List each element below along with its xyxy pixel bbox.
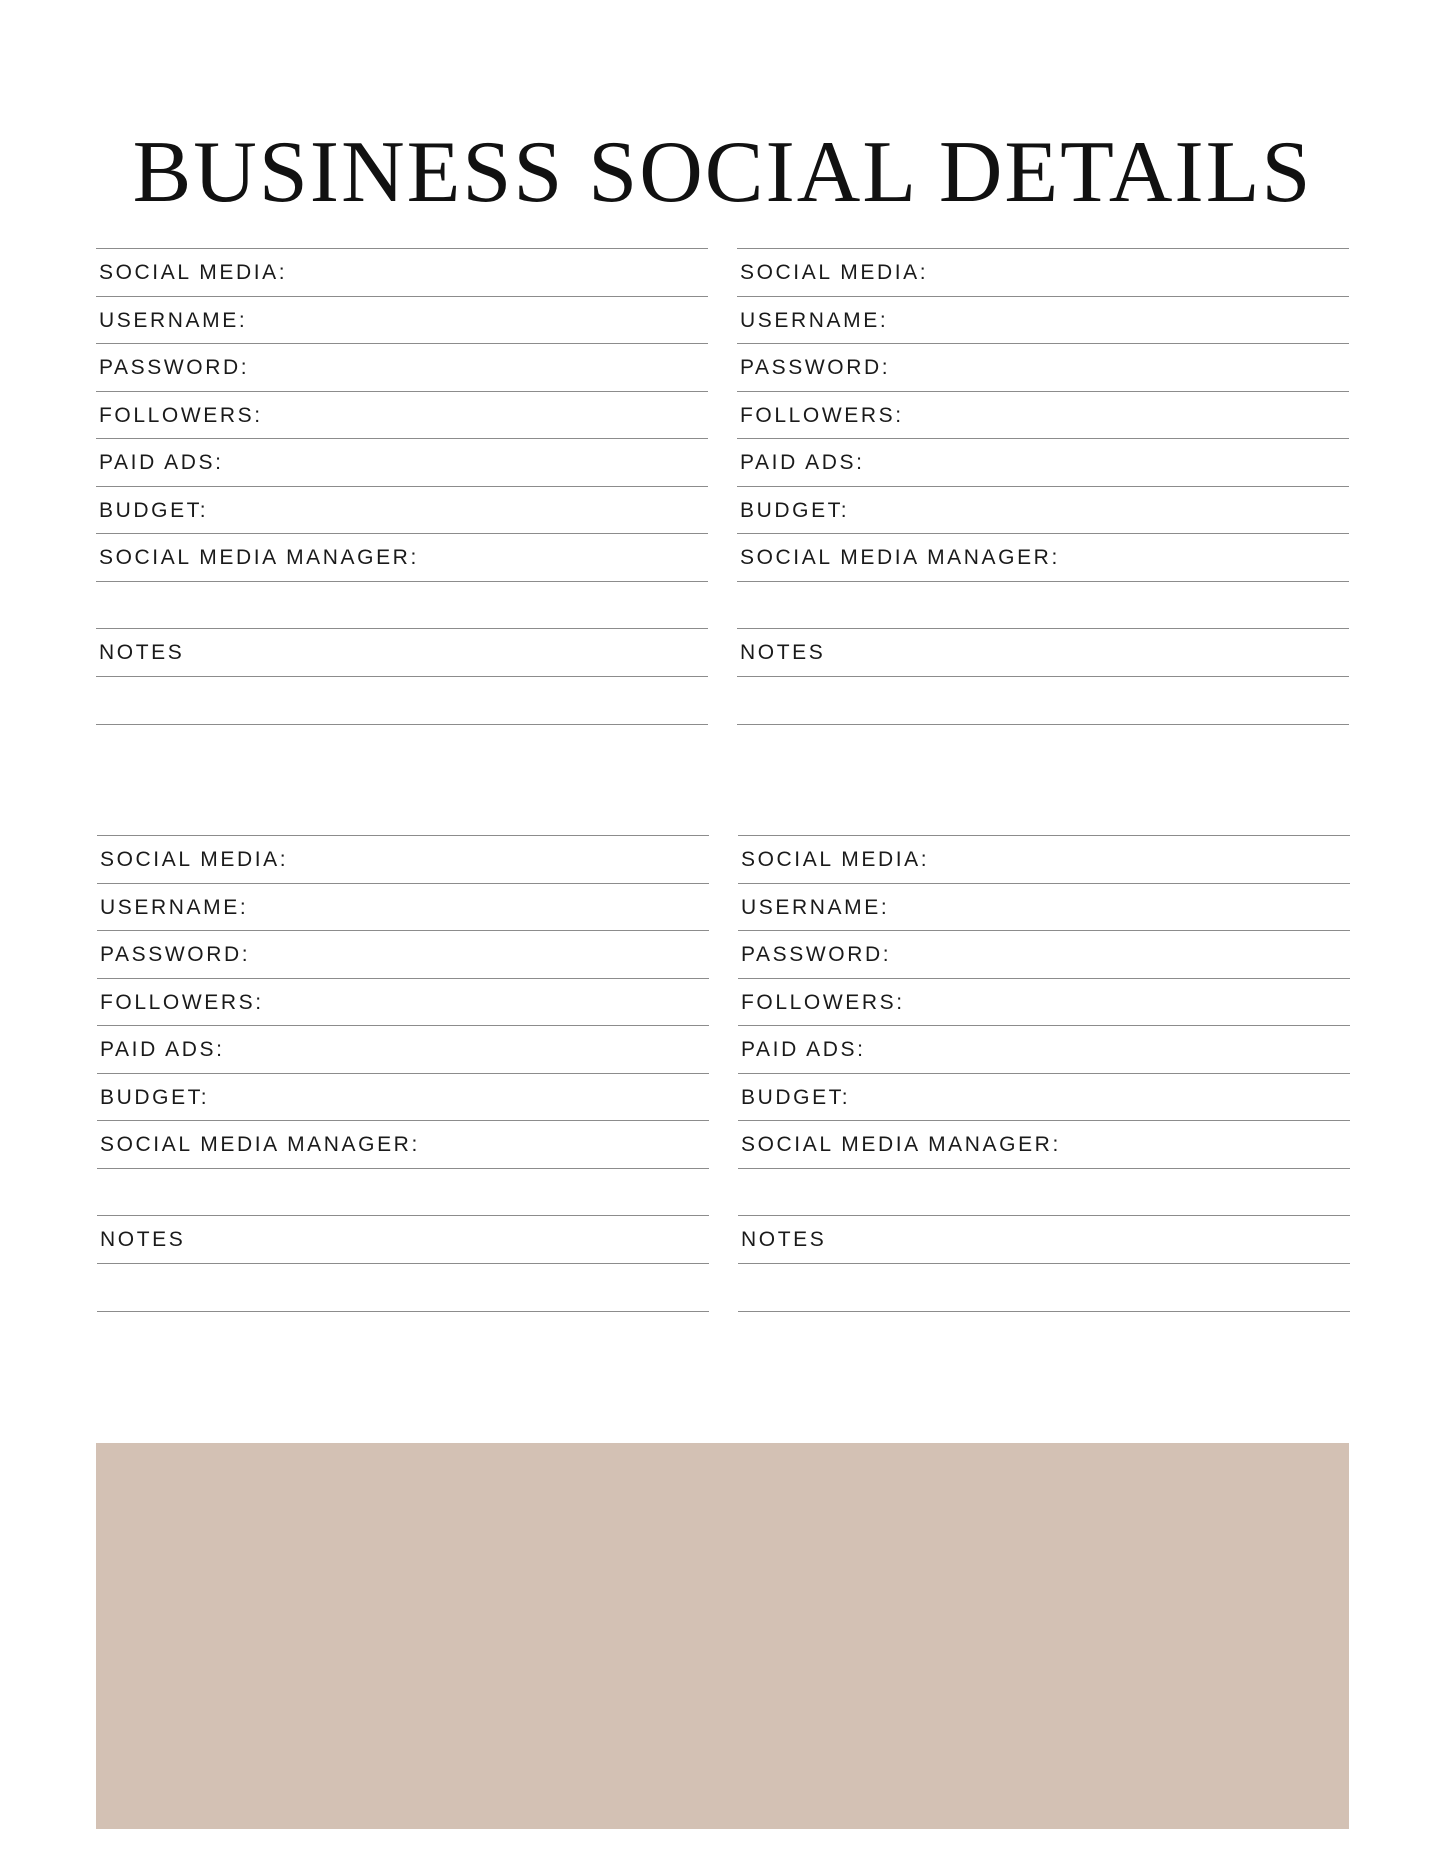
- field-label: SOCIAL MEDIA:: [99, 261, 288, 284]
- field-row-social-media-manager[interactable]: [97, 1120, 709, 1168]
- field-row-username[interactable]: [97, 883, 709, 931]
- field-row-password[interactable]: [737, 343, 1349, 391]
- field-label: NOTES: [99, 641, 185, 664]
- field-row-paid-ads[interactable]: [737, 438, 1349, 486]
- field-label: PASSWORD:: [741, 943, 892, 966]
- field-label: BUDGET:: [99, 498, 209, 522]
- field-row-social-media-manager[interactable]: [738, 1120, 1350, 1168]
- field-label: USERNAME:: [740, 308, 889, 332]
- field-row-social-media[interactable]: [96, 248, 708, 296]
- field-label: SOCIAL MEDIA:: [741, 848, 930, 871]
- field-label: USERNAME:: [741, 895, 890, 919]
- field-row-budget[interactable]: [737, 486, 1349, 534]
- field-label: FOLLOWERS:: [99, 403, 263, 427]
- field-row-notes-line[interactable]: [737, 676, 1349, 725]
- field-label: PAID ADS:: [741, 1038, 866, 1061]
- field-label: PAID ADS:: [99, 451, 224, 474]
- field-row-password[interactable]: [97, 930, 709, 978]
- field-label: BUDGET:: [100, 1085, 210, 1109]
- field-label: BUDGET:: [741, 1085, 851, 1109]
- social-card-1: [96, 248, 708, 725]
- field-label: SOCIAL MEDIA:: [100, 848, 289, 871]
- field-row-blank[interactable]: [96, 581, 708, 629]
- field-row-notes[interactable]: [737, 628, 1349, 676]
- decorative-footer-block: [96, 1443, 1349, 1829]
- field-row-social-media[interactable]: [738, 835, 1350, 883]
- field-label: PASSWORD:: [99, 356, 250, 379]
- field-label: PASSWORD:: [100, 943, 251, 966]
- field-row-notes[interactable]: [96, 628, 708, 676]
- field-label: SOCIAL MEDIA:: [740, 261, 929, 284]
- field-row-notes[interactable]: [738, 1215, 1350, 1263]
- field-label: FOLLOWERS:: [740, 403, 904, 427]
- field-row-paid-ads[interactable]: [96, 438, 708, 486]
- field-row-username[interactable]: [738, 883, 1350, 931]
- field-row-paid-ads[interactable]: [738, 1025, 1350, 1073]
- field-label: SOCIAL MEDIA MANAGER:: [99, 546, 419, 569]
- field-row-notes-line[interactable]: [96, 676, 708, 725]
- field-row-budget[interactable]: [738, 1073, 1350, 1121]
- field-row-notes-line[interactable]: [738, 1263, 1350, 1312]
- field-row-username[interactable]: [737, 296, 1349, 344]
- field-label: SOCIAL MEDIA MANAGER:: [741, 1133, 1061, 1156]
- social-card-4: [738, 835, 1350, 1312]
- field-label: NOTES: [740, 641, 826, 664]
- field-row-blank[interactable]: [738, 1168, 1350, 1216]
- field-label: PAID ADS:: [100, 1038, 225, 1061]
- field-row-followers[interactable]: [96, 391, 708, 439]
- field-row-budget[interactable]: [97, 1073, 709, 1121]
- field-row-social-media[interactable]: [737, 248, 1349, 296]
- field-label: SOCIAL MEDIA MANAGER:: [100, 1133, 420, 1156]
- field-label: FOLLOWERS:: [741, 990, 905, 1014]
- field-row-blank[interactable]: [737, 581, 1349, 629]
- field-row-followers[interactable]: [737, 391, 1349, 439]
- field-row-username[interactable]: [96, 296, 708, 344]
- field-label: SOCIAL MEDIA MANAGER:: [740, 546, 1060, 569]
- field-label: USERNAME:: [100, 895, 249, 919]
- field-label: FOLLOWERS:: [100, 990, 264, 1014]
- field-row-social-media[interactable]: [97, 835, 709, 883]
- field-row-paid-ads[interactable]: [97, 1025, 709, 1073]
- field-label: NOTES: [100, 1228, 186, 1251]
- field-row-social-media-manager[interactable]: [737, 533, 1349, 581]
- field-row-followers[interactable]: [738, 978, 1350, 1026]
- field-label: NOTES: [741, 1228, 827, 1251]
- field-row-password[interactable]: [738, 930, 1350, 978]
- field-label: USERNAME:: [99, 308, 248, 332]
- field-label: PAID ADS:: [740, 451, 865, 474]
- field-row-notes-line[interactable]: [97, 1263, 709, 1312]
- field-row-budget[interactable]: [96, 486, 708, 534]
- field-row-notes[interactable]: [97, 1215, 709, 1263]
- social-card-2: [737, 248, 1349, 725]
- field-label: BUDGET:: [740, 498, 850, 522]
- social-card-3: [97, 835, 709, 1312]
- field-row-followers[interactable]: [97, 978, 709, 1026]
- field-row-blank[interactable]: [97, 1168, 709, 1216]
- page-title: BUSINESS SOCIAL DETAILS: [132, 123, 1313, 221]
- field-row-password[interactable]: [96, 343, 708, 391]
- field-label: PASSWORD:: [740, 356, 891, 379]
- field-row-social-media-manager[interactable]: [96, 533, 708, 581]
